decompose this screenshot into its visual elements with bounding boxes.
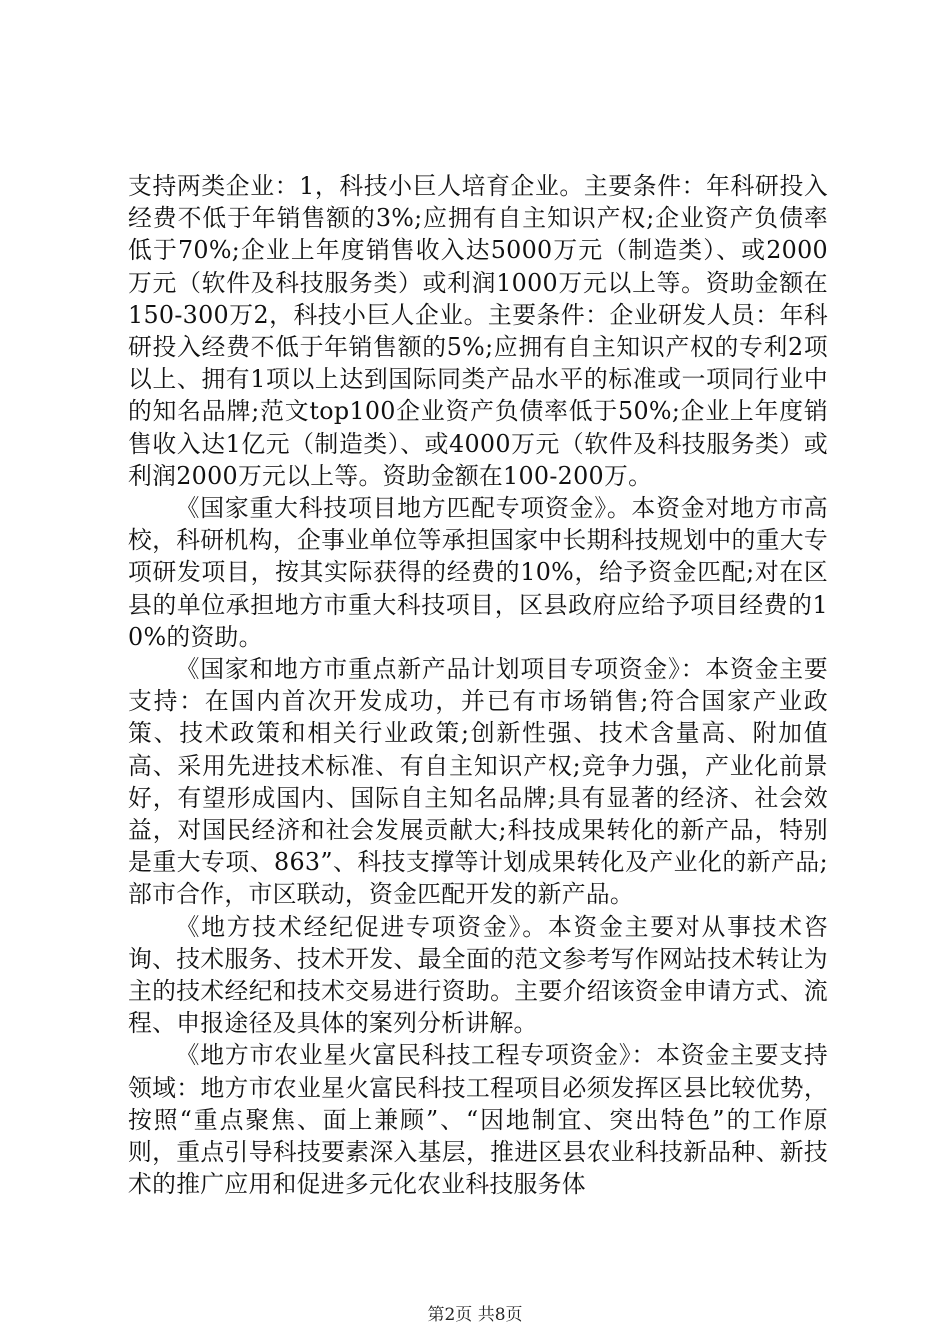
paragraph-support-two-enterprise-types: 支持两类企业：1，科技小巨人培育企业。主要条件：年科研投入经费不低于年销售额的3%;应拥有自主知识产权;企业资产负债率低于70%;企业上年度销售收入达5000万元（制造类）、或2000万元（软件及科技服务类）或利润1000万元以上等。资助金额在150-300万2，科技小巨人企业。主要条件：企业研发人员：年科研投入经费不低于年销售额的5%;应拥有自主知识产权的专利2项以上、拥有1项以上达到国际同类产品水平的标准或一项同行业中的知名品牌;范文top100企业资产负债率低于50%;企业上年度销售收入达1亿元（制造类）、或4000万元（软件及科技服务类）或利润2000万元以上等。资助金额在100-200万。 bbox=[128, 172, 828, 490]
paragraph-agriculture-spark-fund: 《地方市农业星火富民科技工程专项资金》：本资金主要支持领域：地方市农业星火富民科技工程项目必须发挥区县比较优势，按照“重点聚焦、面上兼顾”、“因地制宜、突出特色”的工作原则，重点引导科技要素深入基层，推进区县农业科技新品种、新技术的推广应用和促进多元化农业科技服务体 bbox=[128, 1041, 828, 1199]
page-number-footer: 第2页 共8页 bbox=[427, 1305, 523, 1325]
document-body bbox=[128, 170, 828, 1201]
paragraph-national-major-project-fund: 《国家重大科技项目地方匹配专项资金》。本资金对地方市高校，科研机构，企事业单位等承担国家中长期科技规划中的重大专项研发项目，按其实际获得的经费的10%，给予资金匹配;对在区县的单位承担地方市重大科技项目，区县政府应给予项目经费的10%的资助。 bbox=[128, 494, 828, 651]
paragraph-key-new-product-fund: 《国家和地方市重点新产品计划项目专项资金》：本资金主要支持：在国内首次开发成功，并已有市场销售;符合国家产业政策、技术政策和相关行业政策;创新性强、技术含量高、附加值高、采用先进技术标准、有自主知识产权;竞争力强，产业化前景好，有望形成国内、国际自主知名品牌;具有显著的经济、社会效益，对国民经济和社会发展贡献大;科技成果转化的新产品，特别是重大专项、863”、科技支撑等计划成果转化及产业化的新产品;部市合作，市区联动，资金匹配开发的新产品。 bbox=[128, 655, 828, 909]
paragraph-technology-brokerage-fund: 《地方技术经纪促进专项资金》。本资金主要对从事技术咨询、技术服务、技术开发、最全面的范文参考写作网站技术转让为主的技术经纪和技术交易进行资助。主要介绍该资金申请方式、流程、申报途径及具体的案列分析讲解。 bbox=[128, 912, 828, 1038]
